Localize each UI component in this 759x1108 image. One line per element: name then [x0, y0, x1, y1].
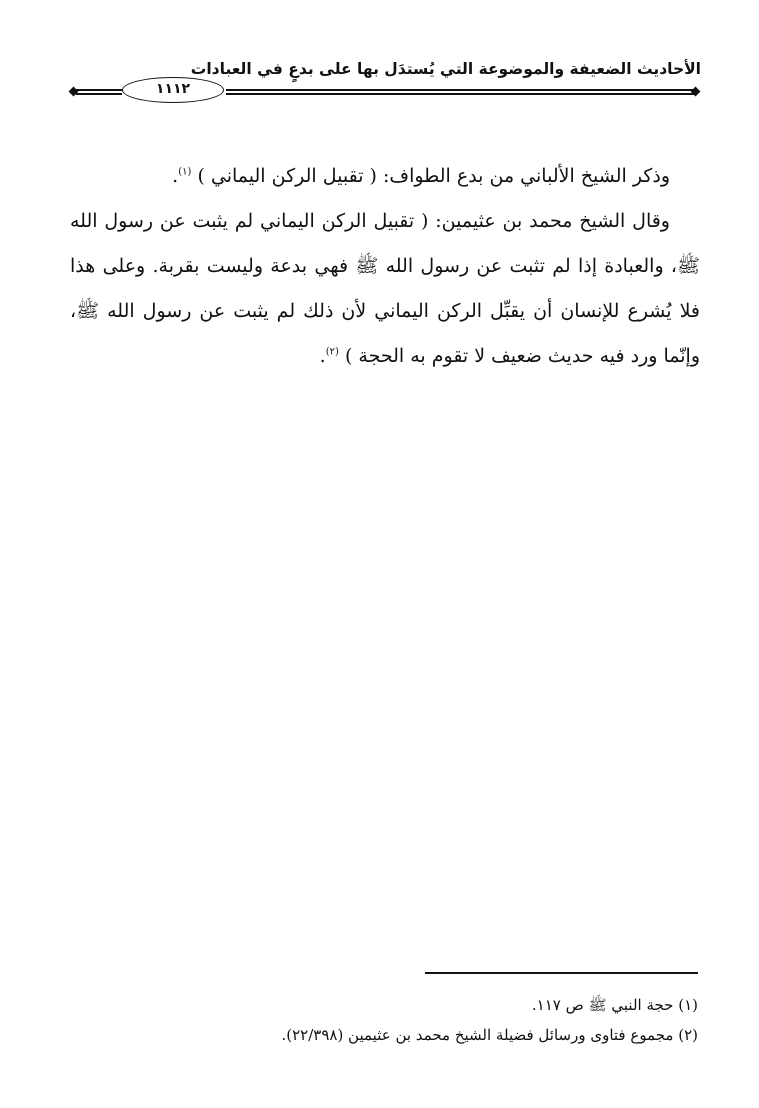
paragraph-1 — [70, 154, 700, 199]
footnote-ref-1: (١) — [178, 166, 192, 178]
main-text — [70, 154, 700, 379]
rule-line-right-top — [226, 89, 694, 91]
paragraph-2 — [70, 199, 700, 379]
paragraph-2-text: وقال الشيخ محمد بن عثيمين: ( تقبيل الركن اليماني لم يثبت عن رسول الله ﷺ، والعبادة إذا لم تثبت عن رسول الله ﷺ فهي بدعة وليست بقربة. وعلى هذا فلا يُشرع للإنسان أن يقبِّل الركن اليماني لأن ذلك لم يثبت عن رسول الله ﷺ، وإنّما ورد فيه حديث ضعيف لا تقوم به الحجة ) — [70, 210, 700, 367]
page-number-badge — [122, 77, 224, 103]
paragraph-2-end: . — [319, 345, 326, 367]
rule-line-right-bottom — [226, 93, 694, 95]
footnote-1: (١) حجة النبي ﷺ ص ١١٧. — [531, 996, 698, 1014]
paragraph-1-text: وذكر الشيخ الألباني من بدع الطواف: ( تقبيل الركن اليماني ) — [197, 165, 670, 187]
page-number: ١١١٢ — [155, 81, 191, 97]
footnote-ref-2: (٢) — [325, 346, 339, 358]
rule-line-left-top — [76, 89, 122, 91]
footnote-separator — [425, 972, 698, 974]
paragraph-1-end: . — [172, 165, 179, 187]
footnote-2: (٢) مجموع فتاوى ورسائل فضيلة الشيخ محمد بن عثيمين (٢٢/٣٩٨). — [281, 1026, 698, 1044]
rule-line-left-bottom — [76, 93, 122, 95]
running-header-title: الأحاديث الضعيفة والموضوعة التي يُستدَل بها على بدعٍ في العبادات — [190, 60, 701, 78]
footnotes — [120, 990, 698, 1050]
